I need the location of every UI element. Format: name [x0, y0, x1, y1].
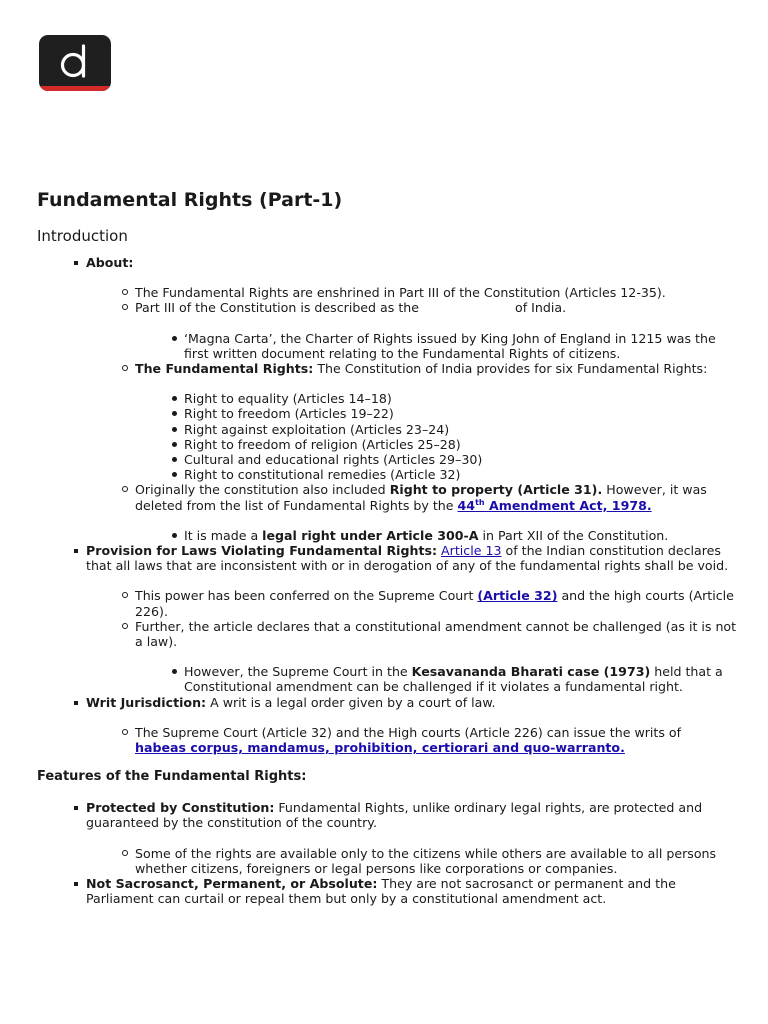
list-item: [86, 255, 737, 543]
power-pre: This power has been conferred on the Supreme Court: [135, 588, 478, 604]
list-item: [86, 695, 737, 756]
writ-issue: The Supreme Court (Article 32) and the High courts (Article 226) can issue the writs of: [135, 724, 682, 740]
amend-rest: Amendment Act, 1978.: [484, 497, 652, 513]
sacro-label: Not Sacrosanct, Permanent, or Absolute:: [86, 876, 378, 892]
kesa-post: held that a Constitutional amendment can be challenged if it violates a fundamental right.: [184, 664, 723, 695]
logo-accent-bar: [39, 86, 111, 91]
legal-pre: It is made a: [184, 527, 263, 543]
article-32-link[interactable]: (Article 32): [477, 588, 558, 604]
property-post: However, it was deleted from the list of Fundamental Rights by the: [135, 482, 707, 513]
property-bold: Right to property (Article 31).: [389, 482, 603, 498]
legal-bold: legal right under Article 300-A: [262, 527, 479, 543]
list-item: Cultural and educational rights (Articles 29–30): [184, 452, 737, 467]
app-logo[interactable]: [39, 35, 111, 91]
legal-sublist: [135, 528, 737, 543]
kesa-pre: However, the Supreme Court in the: [184, 664, 412, 680]
list-item: Right to equality (Articles 14–18): [184, 391, 737, 406]
list-item: Right against exploitation (Articles 23–24): [184, 422, 737, 437]
protected-text: Fundamental Rights, unlike ordinary legal rights, are protected and guaranteed by the constitution of the country.: [86, 800, 703, 831]
six-text: The Constitution of India provides for six Fundamental Rights:: [313, 361, 708, 377]
list-item: [135, 482, 737, 543]
list-item: [86, 800, 737, 876]
intro-list: [37, 255, 737, 755]
list-item: [86, 543, 737, 695]
list-item: [135, 361, 737, 482]
part3-text: Part III of the Constitution is described as the: [135, 300, 420, 316]
features-list: [37, 800, 737, 906]
list-item: Right to freedom of religion (Articles 25–28): [184, 437, 737, 452]
amend-sup: th: [475, 497, 485, 507]
list-item: Some of the rights are available only to the citizens while others are available to all persons whether citizens, foreigners or legal persons like corporations or companies.: [135, 846, 737, 876]
kesa-bold: Kesavananda Bharati case (1973): [411, 664, 651, 680]
sacro-text: They are not sacrosanct or permanent and the Parliament can curtail or repeal them but only by a constitutional amendment act.: [86, 876, 676, 907]
kesavananda-sublist: [135, 664, 737, 694]
provision-label: Provision for Laws Violating Fundamental Rights:: [86, 543, 438, 559]
six-rights-list: [135, 391, 737, 482]
list-item: [184, 528, 737, 543]
list-item: Right to freedom (Articles 19–22): [184, 406, 737, 421]
list-item: [86, 876, 737, 906]
writ-sublist: [86, 725, 737, 755]
list-item: Right to constitutional remedies (Article 32): [184, 467, 737, 482]
writ-text: A writ is a legal order given by a court of law.: [206, 694, 496, 710]
protected-sublist: [86, 846, 737, 876]
protected-label: Protected by Constitution:: [86, 800, 275, 816]
article-13-link[interactable]: Article 13: [441, 543, 502, 559]
list-item: [184, 664, 737, 694]
amendment-44-link[interactable]: [458, 498, 652, 513]
property-text: Originally the constitution also included: [135, 482, 390, 498]
page-title: Fundamental Rights (Part-1): [37, 189, 343, 211]
list-item: [135, 588, 737, 618]
intro-heading: Introduction: [37, 227, 128, 245]
power-post: and the high courts (Article 226).: [135, 588, 734, 619]
writ-label: Writ Jurisdiction:: [86, 694, 207, 710]
provision-text: of the Indian constitution declares that all laws that are inconsistent with or in derogation of any of the fundamental rights shall be void.: [86, 543, 729, 574]
list-item: [135, 300, 737, 361]
part3-text-end: of India.: [515, 300, 567, 316]
list-item: [135, 619, 737, 695]
about-label: About:: [86, 255, 134, 270]
legal-post: in Part XII of the Constitution.: [478, 527, 669, 543]
about-sublist: [86, 285, 737, 543]
provision-sublist: [86, 588, 737, 694]
document-body: [37, 188, 737, 907]
six-label: The Fundamental Rights:: [135, 361, 314, 377]
magna-sublist: [135, 331, 737, 361]
list-item: The Fundamental Rights are enshrined in Part III of the Constitution (Articles 12-35).: [135, 285, 737, 300]
list-item: ‘Magna Carta’, the Charter of Rights issued by King John of England in 1215 was the first written document relating to the Fundamental Rights of citizens.: [184, 331, 737, 361]
further-text: Further, the article declares that a constitutional amendment cannot be challenged (as it is not a law).: [135, 618, 737, 650]
d-logo-icon: [39, 35, 111, 91]
amend-num: 44: [457, 497, 476, 513]
list-item: [135, 725, 737, 755]
features-heading: Features of the Fundamental Rights:: [37, 769, 307, 785]
writs-link[interactable]: habeas corpus, mandamus, prohibition, certiorari and quo-warranto.: [135, 740, 625, 756]
